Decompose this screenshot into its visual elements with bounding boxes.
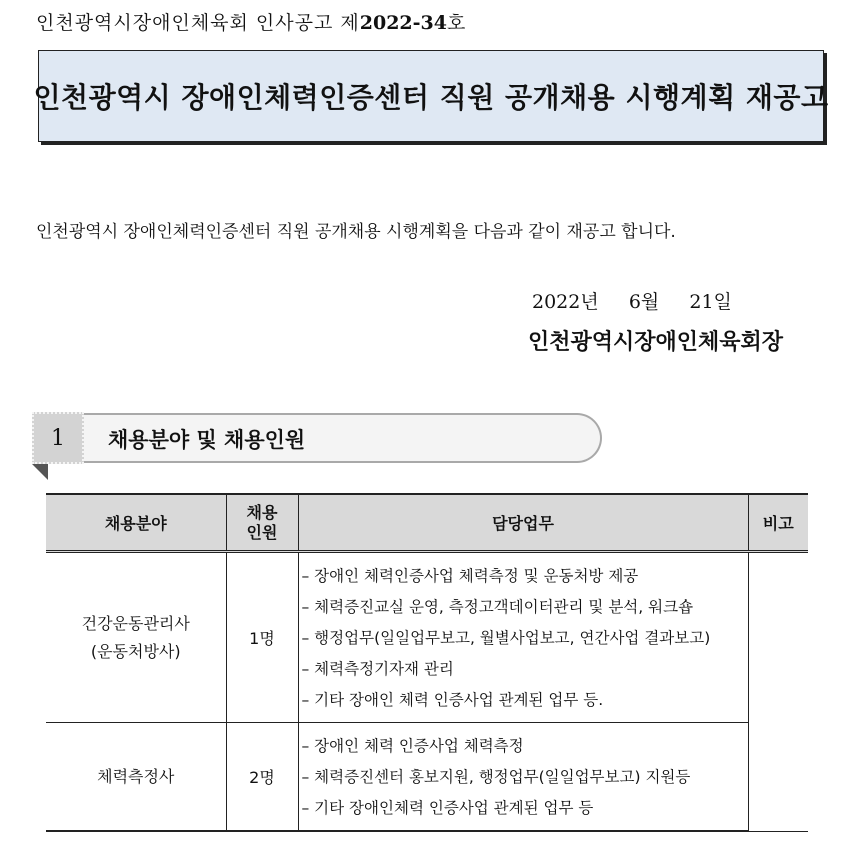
duties-cell <box>298 552 748 723</box>
title-box <box>33 50 829 142</box>
count-cell: 1명 <box>226 552 298 723</box>
role-subname: (운동처방사) <box>90 641 181 661</box>
table-row <box>46 552 808 723</box>
count-cell: 2명 <box>226 723 298 832</box>
role-cell <box>46 723 226 832</box>
header-count-line2: 인원 <box>246 522 278 542</box>
note-cell <box>748 552 808 832</box>
header-count <box>226 494 298 552</box>
notice-org-prefix: 인천광역시장애인체육회 인사공고 제 <box>36 12 360 34</box>
date-month: 6월 <box>628 291 660 313</box>
header-note: 비고 <box>748 494 808 552</box>
duty-item: – 행정업무(일일업무보고, 월별사업보고, 연간사업 결과보고) <box>301 629 711 647</box>
section-label: 채용분야 및 채용인원 <box>108 428 306 452</box>
table-header-row <box>46 494 808 552</box>
notice-suffix: 호 <box>446 12 467 34</box>
date-year: 2022년 <box>532 291 599 313</box>
duty-item: – 체력증진센터 홍보지원, 행정업무(일일업무보고) 지원등 <box>301 768 691 786</box>
role-name: 건강운동관리사 <box>81 613 190 633</box>
page-title: 인천광역시 장애인체력인증센터 직원 공개채용 시행계획 재공고 <box>33 81 829 114</box>
header-field: 채용분야 <box>46 494 226 552</box>
intro-text: 인천광역시 장애인체력인증센터 직원 공개채용 시행계획을 다음과 같이 재공고 합니다. <box>36 222 676 242</box>
role-name: 체력측정사 <box>97 766 175 786</box>
section-header <box>32 412 608 482</box>
duty-item: – 체력증진교실 운영, 측정고객데이터관리 및 분석, 워크숍 <box>301 598 694 616</box>
notice-number-value: 2022-34 <box>359 12 447 34</box>
duty-item: – 장애인 체력인증사업 체력측정 및 운동처방 제공 <box>301 567 639 585</box>
notice-number <box>36 8 466 35</box>
signer: 인천광역시장애인체육회장 <box>528 330 784 355</box>
header-duties: 담당업무 <box>298 494 748 552</box>
duties-cell <box>298 723 748 832</box>
recruitment-table <box>46 493 808 832</box>
duty-item: – 장애인 체력 인증사업 체력측정 <box>301 737 524 755</box>
duty-item: – 기타 장애인체력 인증사업 관계된 업무 등 <box>301 799 594 817</box>
notice-date <box>532 287 732 314</box>
role-cell <box>46 552 226 723</box>
duty-item: – 기타 장애인 체력 인증사업 관계된 업무 등. <box>301 691 604 709</box>
section-fold <box>32 464 48 480</box>
date-day: 21일 <box>689 291 732 313</box>
header-count-line1: 채용 <box>246 502 278 522</box>
table-row <box>46 723 808 832</box>
duty-item: – 체력측정기자재 관리 <box>301 660 454 678</box>
section-number: 1 <box>32 412 84 464</box>
